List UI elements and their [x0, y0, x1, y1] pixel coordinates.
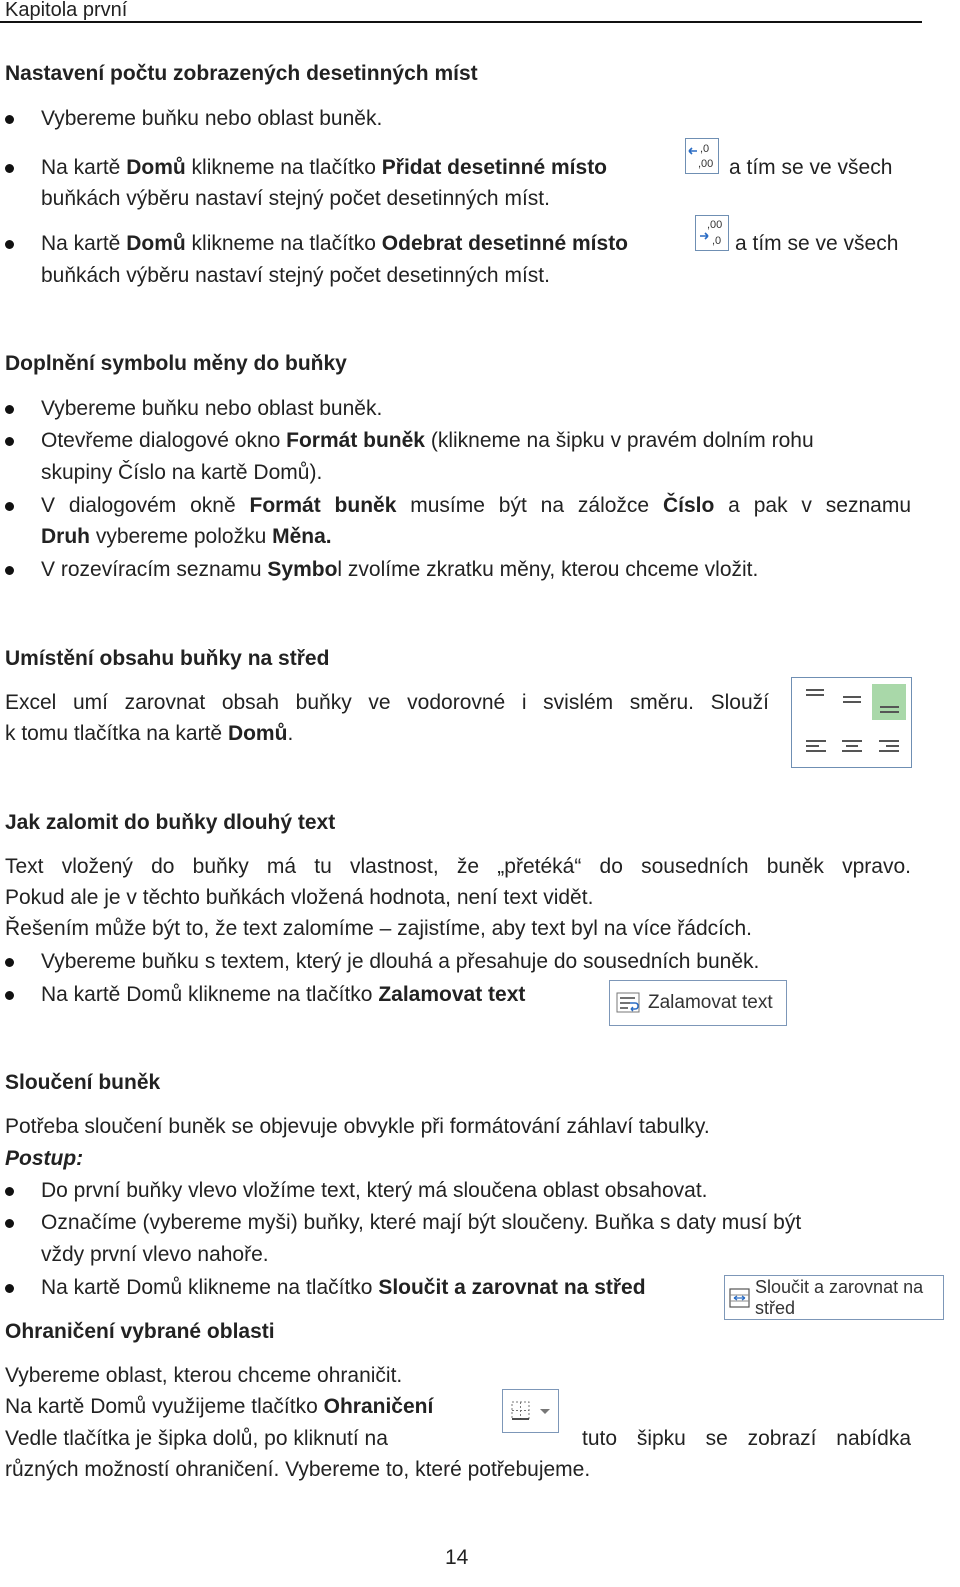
list-item-cont: vždy první vlevo nahoře. [41, 1243, 269, 1266]
list-item: Na kartě Domů klikneme na tlačítko Zalamovat text [41, 983, 526, 1006]
paragraph: Řešením může být to, že text zalomíme – zajistíme, aby text byl na více řádcích. [5, 917, 752, 940]
svg-text:,00: ,00 [698, 158, 714, 170]
chevron-down-icon[interactable] [540, 1409, 550, 1414]
paragraph: Excel umí zarovnat obsah buňky ve vodorovné i svislém směru. Slouží [5, 691, 769, 714]
bullet [5, 1219, 14, 1228]
list-item-tail: a tím se ve všech [735, 232, 899, 255]
align-left-icon[interactable] [800, 734, 830, 760]
bullet [5, 991, 14, 1000]
merge-cells-icon [729, 1286, 751, 1310]
svg-text:,0: ,0 [712, 235, 722, 247]
list-item-cont: Druh vybereme položku Měna. [41, 525, 332, 548]
header-rule [0, 21, 922, 23]
bullet [5, 164, 14, 173]
merge-center-button-label: Sloučit a zarovnat na střed [755, 1276, 924, 1318]
list-item-tail: a tím se ve všech [729, 156, 893, 179]
paragraph: Text vložený do buňky má tu vlastnost, že „přetéká“ do sousedních buněk vpravo. [5, 855, 911, 878]
list-item-cont: buňkách výběru nastaví stejný počet desetinných míst. [41, 187, 550, 210]
bullet [5, 1284, 14, 1293]
section-heading-currency: Doplnění symbolu měny do buňky [5, 352, 347, 375]
borders-icon [510, 1400, 532, 1422]
bullet [5, 115, 14, 124]
paragraph: Na kartě Domů využijeme tlačítko Ohraničení [5, 1395, 434, 1418]
svg-text:,0: ,0 [700, 143, 710, 155]
list-item-cont: skupiny Číslo na kartě Domů). [41, 461, 323, 484]
svg-text:,00: ,00 [707, 219, 723, 231]
bullet [5, 958, 14, 967]
list-item: Vybereme buňku nebo oblast buněk. [41, 397, 383, 420]
bullet [5, 437, 14, 446]
paragraph-cont: k tomu tlačítka na kartě Domů. [5, 722, 294, 745]
wrap-text-icon [616, 991, 642, 1015]
increase-decimal-icon[interactable] [685, 138, 719, 174]
borders-button[interactable] [502, 1389, 559, 1433]
bullet [5, 1187, 14, 1196]
list-item: Na kartě Domů klikneme na tlačítko Přidat desetinné místo [41, 156, 608, 179]
section-heading-decimals: Nastavení počtu zobrazených desetinných míst [5, 62, 478, 85]
list-item: V rozevíracím seznamu Symbol zvolíme zkratku měny, kterou chceme vložit. [41, 558, 759, 581]
align-top-icon[interactable] [800, 684, 830, 714]
section-heading-merge: Sloučení buněk [5, 1071, 161, 1094]
list-item: Vybereme buňku s textem, který je dlouhá a přesahuje do sousedních buněk. [41, 950, 760, 973]
list-item: Do první buňky vlevo vložíme text, který má sloučena oblast obsahovat. [41, 1179, 708, 1202]
list-item: V dialogovém okně Formát buněk musíme být na záložce Číslo a pak v seznamu [41, 494, 911, 517]
bullet [5, 566, 14, 575]
paragraph-tail: tuto šipku se zobrazí nabídka [582, 1427, 911, 1450]
list-item: Na kartě Domů klikneme na tlačítko Odebrat desetinné místo [41, 232, 629, 255]
align-right-icon[interactable] [874, 734, 904, 760]
paragraph: Potřeba sloučení buněk se objevuje obvykle při formátování záhlaví tabulky. [5, 1115, 710, 1138]
bullet [5, 502, 14, 511]
bullet [5, 240, 14, 249]
align-middle-icon[interactable] [837, 684, 867, 714]
section-heading-wrap: Jak zalomit do buňky dlouhý text [5, 811, 336, 834]
list-item-cont: buňkách výběru nastaví stejný počet desetinných míst. [41, 264, 550, 287]
running-header: Kapitola první [5, 0, 128, 21]
paragraph: různých možností ohraničení. Vybereme to, které potřebujeme. [5, 1458, 591, 1481]
wrap-text-button[interactable] [609, 980, 787, 1026]
align-bottom-icon[interactable] [872, 684, 906, 720]
bullet [5, 405, 14, 414]
alignment-buttons-panel [791, 677, 912, 768]
list-item: Označíme (vybereme myši) buňky, které mají být sloučeny. Buňka s daty musí být [41, 1211, 802, 1234]
paragraph: Vybereme oblast, kterou chceme ohraničit. [5, 1364, 403, 1387]
paragraph: Pokud ale je v těchto buňkách vložená hodnota, není text vidět. [5, 886, 594, 909]
align-center-icon[interactable] [837, 734, 867, 760]
paragraph: Vedle tlačítka je šipka dolů, po kliknutí na [5, 1427, 388, 1450]
merge-center-button[interactable] [724, 1275, 944, 1320]
postup-label: Postup: [5, 1147, 84, 1170]
list-item: Otevřeme dialogové okno Formát buněk (klikneme na šipku v pravém dolním rohu [41, 429, 814, 452]
section-heading-borders: Ohraničení vybrané oblasti [5, 1320, 275, 1343]
list-item: Na kartě Domů klikneme na tlačítko Sloučit a zarovnat na střed [41, 1276, 646, 1299]
list-item: Vybereme buňku nebo oblast buněk. [41, 107, 383, 130]
decrease-decimal-icon[interactable] [695, 215, 729, 251]
page-number: 14 [445, 1546, 469, 1569]
section-heading-center: Umístění obsahu buňky na střed [5, 647, 330, 670]
wrap-text-button-label: Zalamovat text [648, 992, 773, 1013]
